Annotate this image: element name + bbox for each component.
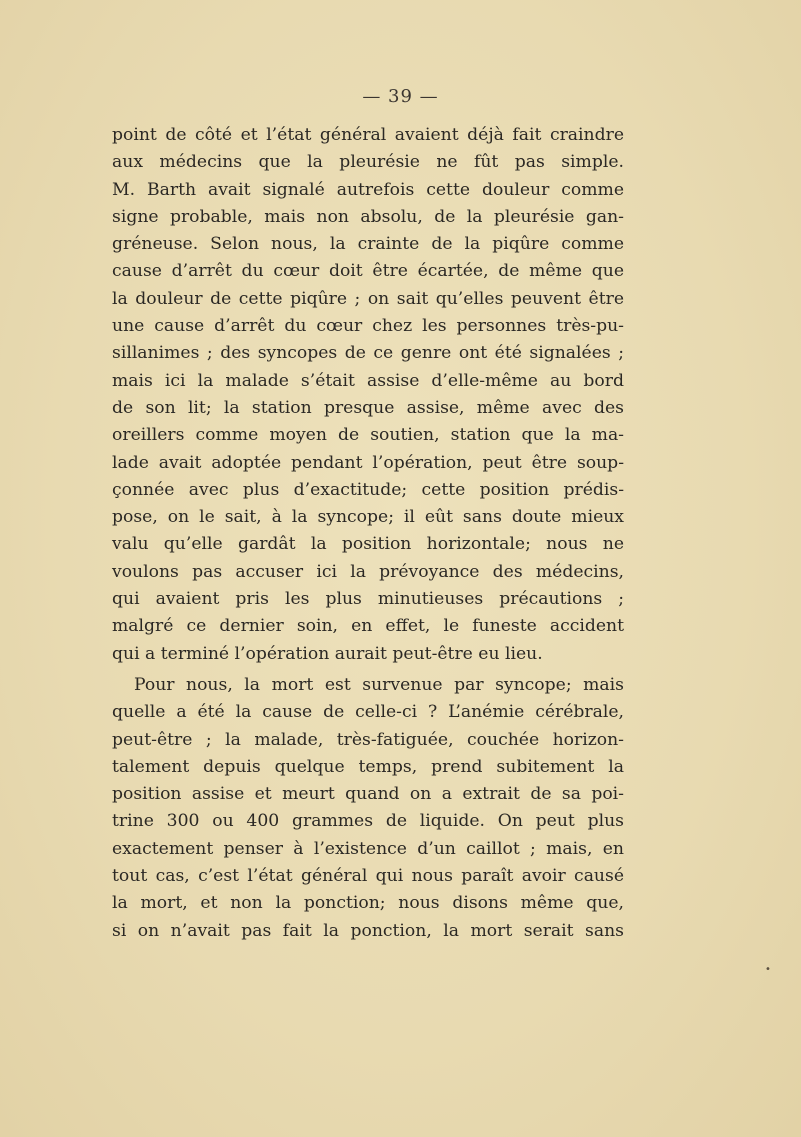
paragraph-2 [112, 672, 624, 945]
text-line: quelle a été la cause de celle-ci ? L’anémie cérébrale, [112, 702, 624, 723]
text-line: sillanimes ; des syncopes de ce genre ont été signalées ; [112, 343, 624, 364]
text-line: çonnée avec plus d’exactitude; cette position prédis- [112, 479, 624, 500]
text-line: qui a terminé l’opération aurait peut-être eu lieu. [112, 643, 543, 664]
text-line: point de côté et l’état général avaient déjà fait craindre [112, 125, 624, 145]
text-line: valu qu’elle gardât la position horizontale; nous ne [112, 534, 624, 555]
text-line: pose, on le sait, à la syncope; il eût sans doute mieux [112, 507, 624, 528]
text-line: mais ici la malade s’était assise d’elle-même au bord [112, 370, 624, 391]
text-line: qui avaient pris les plus minutieuses précautions ; [112, 589, 624, 610]
text-line: la mort, et non la ponction; nous disons même que, [112, 893, 624, 914]
text-line: voulons pas accuser ici la prévoyance des médecins, [112, 561, 624, 582]
text-line: Pour nous, la mort est survenue par syncope; mais [134, 674, 624, 695]
text-line: gréneuse. Selon nous, la crainte de la piqûre comme [112, 234, 624, 255]
text-line: malgré ce dernier soin, en effet, le funeste accident [112, 616, 624, 637]
text-line: tout cas, c’est l’état général qui nous paraît avoir causé [112, 866, 624, 887]
paragraph-1 [112, 122, 624, 668]
text-line: M. Barth avait signalé autrefois cette douleur comme [112, 179, 624, 200]
text-line: signe probable, mais non absolu, de la pleurésie gan- [112, 206, 624, 227]
page-number: — 39 — [362, 86, 439, 107]
text-line: de son lit; la station presque assise, même avec des [112, 397, 624, 418]
text-line: position assise et meurt quand on a extrait de sa poi- [112, 784, 624, 805]
ink-speck-mark: • [765, 964, 771, 975]
text-line: exactement penser à l’existence d’un caillot ; mais, en [112, 838, 624, 859]
text-line: trine 300 ou 400 grammes de liquide. On peut plus [112, 811, 624, 832]
text-line: si on n’avait pas fait la ponction, la mort serait sans [112, 920, 624, 941]
text-line: la douleur de cette piqûre ; on sait qu’elles peuvent être [112, 288, 624, 309]
text-line: peut-être ; la malade, très-fatiguée, couchée horizon- [112, 729, 624, 750]
text-line: une cause d’arrêt du cœur chez les personnes très-pu- [112, 316, 624, 337]
text-line: cause d’arrêt du cœur doit être écartée, de même que [112, 261, 624, 282]
body-text [112, 122, 624, 945]
text-line: lade avait adoptée pendant l’opération, peut être soup- [112, 452, 624, 473]
text-line: oreillers comme moyen de soutien, station que la ma- [112, 425, 624, 446]
text-line: talement depuis quelque temps, prend subitement la [112, 756, 624, 777]
text-line: aux médecins que la pleurésie ne fût pas simple. [112, 152, 624, 173]
